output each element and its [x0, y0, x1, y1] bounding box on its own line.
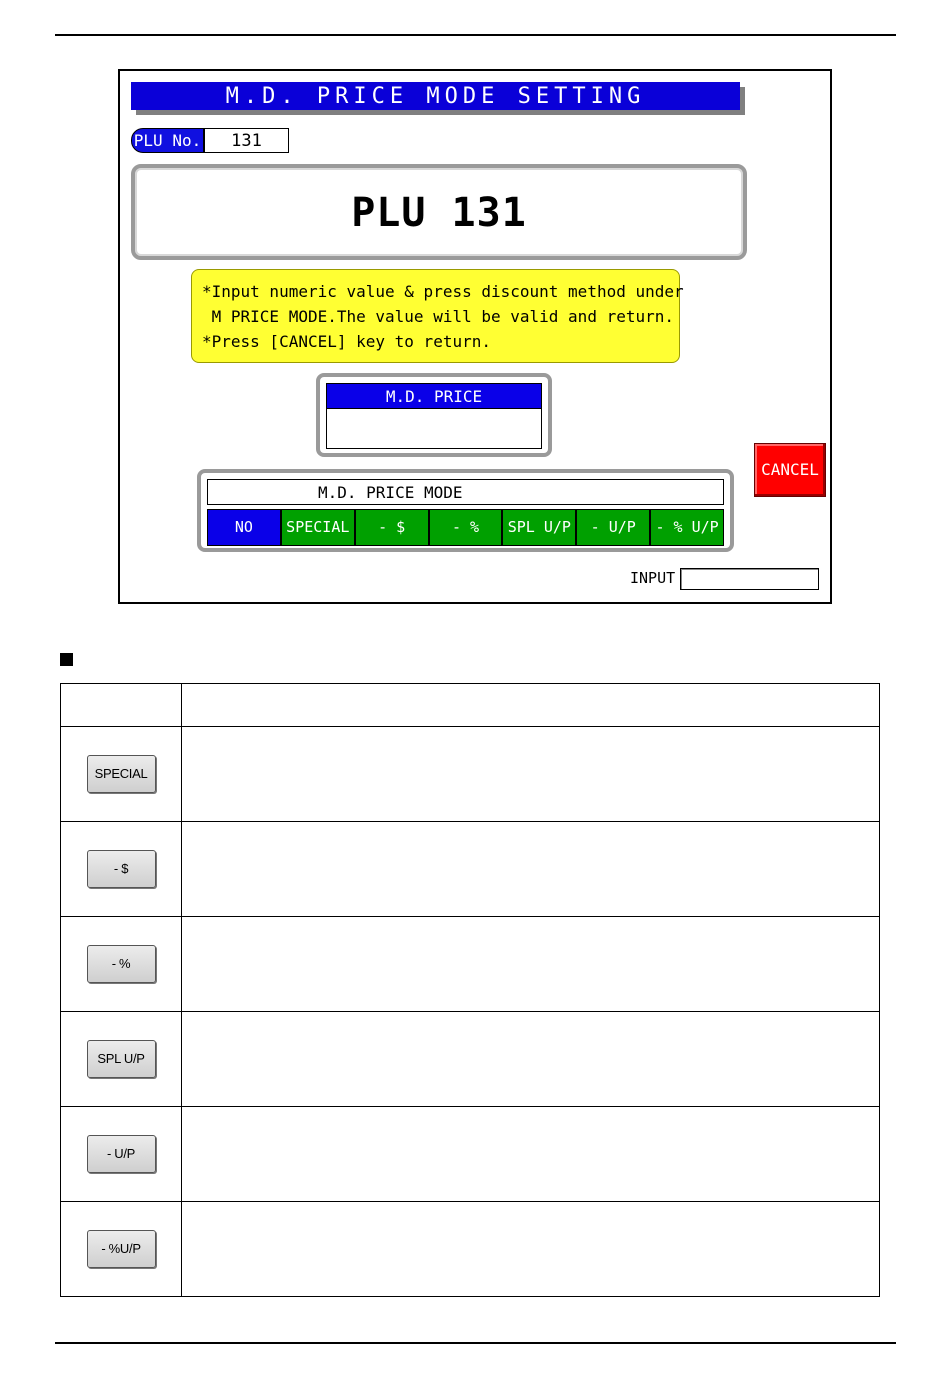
plu-name-display: [131, 164, 747, 260]
mode-minus-percent-button[interactable]: - %: [429, 509, 503, 546]
key-description: [182, 727, 880, 822]
md-price-field[interactable]: [326, 409, 542, 449]
key-cell: [61, 1107, 182, 1202]
key-cell: [61, 727, 182, 822]
minus-percent-up-key-button[interactable]: - %U/P: [87, 1230, 156, 1268]
instruction-notice: [191, 269, 684, 363]
table-row: [61, 822, 880, 917]
key-cell: [61, 822, 182, 917]
screen-title: M.D. PRICE MODE SETTING: [131, 82, 740, 110]
key-cell: [61, 917, 182, 1012]
minus-up-key-button[interactable]: - U/P: [87, 1135, 156, 1173]
key-cell: [61, 1012, 182, 1107]
mode-minus-up-button[interactable]: - U/P: [576, 509, 650, 546]
plu-no-label: PLU No.: [131, 128, 204, 153]
notice-line: *Input numeric value & press discount method under: [202, 282, 684, 301]
mode-minus-dollar-button[interactable]: - $: [355, 509, 429, 546]
minus-dollar-key-button[interactable]: - $: [87, 850, 156, 888]
bottom-rule: [55, 1342, 896, 1344]
md-price-label: M.D. PRICE: [326, 383, 542, 409]
key-cell: [61, 1202, 182, 1297]
minus-percent-key-button[interactable]: - %: [87, 945, 156, 983]
table-row: [61, 1202, 880, 1297]
plu-no-field[interactable]: 131: [204, 128, 289, 153]
table-header-cell: [61, 684, 182, 727]
input-label: INPUT: [630, 569, 676, 587]
table-row: [61, 917, 880, 1012]
mode-special-button[interactable]: SPECIAL: [281, 509, 355, 546]
md-price-mode-label: M.D. PRICE MODE: [207, 479, 724, 505]
spl-up-key-button[interactable]: SPL U/P: [87, 1040, 156, 1078]
md-price-mode-buttons: [207, 509, 724, 546]
md-price-mode-panel: [197, 469, 734, 552]
notice-line: *Press [CANCEL] key to return.: [202, 332, 491, 351]
table-header-row: [61, 684, 880, 727]
md-price-mode-screen: [118, 69, 832, 604]
table-row: [61, 1107, 880, 1202]
top-rule: [55, 34, 896, 36]
mode-no-button[interactable]: NO: [207, 509, 281, 546]
table-row: [61, 727, 880, 822]
cancel-button[interactable]: CANCEL: [754, 443, 826, 497]
plu-name-text: PLU 131: [351, 190, 527, 236]
key-description: [182, 822, 880, 917]
input-field[interactable]: [680, 568, 819, 590]
table-row: [61, 1012, 880, 1107]
key-description: [182, 1202, 880, 1297]
md-price-panel: [316, 373, 552, 457]
table-header-cell: [182, 684, 880, 727]
mode-spl-up-button[interactable]: SPL U/P: [502, 509, 576, 546]
special-key-button[interactable]: SPECIAL: [87, 755, 156, 793]
notice-line: M PRICE MODE.The value will be valid and return.: [202, 307, 675, 326]
key-description: [182, 1012, 880, 1107]
mode-minus-percent-up-button[interactable]: - % U/P: [650, 509, 724, 546]
key-description: [182, 1107, 880, 1202]
key-description: [182, 917, 880, 1012]
key-description-table: [60, 683, 880, 1297]
section-bullet-icon: [60, 653, 73, 666]
